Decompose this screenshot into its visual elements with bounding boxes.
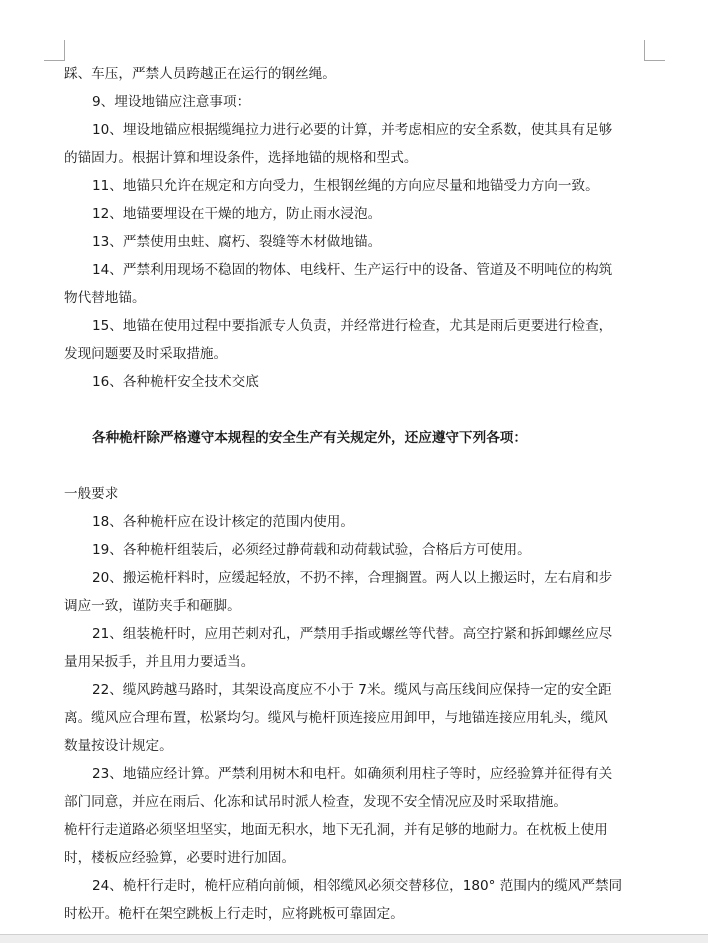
paragraph-line: 12、地锚要埋设在干燥的地方，防止雨水浸泡。	[92, 206, 382, 222]
paragraph-line: 18、各种桅杆应在设计核定的范围内使用。	[92, 514, 354, 530]
paragraph-line: 调应一致，谨防夹手和砸脚。	[64, 598, 241, 614]
paragraph-line: 时松开。桅杆在架空跳板上行走时，应将跳板可靠固定。	[64, 906, 404, 922]
paragraph-line: 桅杆行走道路必须坚坦坚实，地面无积水，地下无孔洞，并有足够的地耐力。在枕板上使用	[64, 822, 608, 838]
paragraph-line: 14、严禁利用现场不稳固的物体、电线杆、生产运行中的设备、管道及不明吨位的构筑	[92, 262, 613, 278]
paragraph-line: 22、缆风跨越马路时，其架设高度应不小于 7米。缆风与高压线间应保持一定的安全距	[92, 682, 612, 698]
paragraph-line: 离。缆风应合理布置，松紧均匀。缆风与桅杆顶连接应用卸甲，与地锚连接应用轧头，缆风	[64, 710, 608, 726]
paragraph-line: 19、各种桅杆组装后，必须经过静荷载和动荷载试验，合格后方可使用。	[92, 542, 531, 558]
paragraph-line: 13、严禁使用虫蛀、腐朽、裂缝等木材做地锚。	[92, 234, 382, 250]
paragraph-line: 时，楼板应经验算，必要时进行加固。	[64, 850, 296, 866]
paragraph-line: 21、组装桅杆时，应用芒刺对孔，严禁用手指或螺丝等代替。高空拧紧和拆卸螺丝应尽	[92, 626, 613, 642]
document-body	[64, 60, 644, 928]
subsection-heading: 一般要求	[64, 486, 119, 502]
paragraph-line: 20、搬运桅杆料时，应缓起轻放，不扔不摔，合理搁置。两人以上搬运时，左右肩和步	[92, 570, 613, 586]
paragraph-line: 24、桅杆行走时，桅杆应稍向前倾，相邻缆风必须交替移位，180° 范围内的缆风严禁同	[92, 878, 623, 894]
paragraph-line: 9、埋设地锚应注意事项：	[92, 94, 251, 110]
paragraph-line: 11、地锚只允许在规定和方向受力，生根钢丝绳的方向应尽量和地锚受力方向一致。	[92, 178, 599, 194]
paragraph-line: 量用呆扳手，并且用力要适当。	[64, 654, 255, 670]
section-heading: 各种桅杆除严格遵守本规程的安全生产有关规定外，还应遵守下列各项：	[92, 430, 527, 446]
paragraph-line: 踩、车压，严禁人员跨越正在运行的钢丝绳。	[64, 66, 336, 82]
paragraph-line: 的锚固力。根据计算和埋设条件，选择地锚的规格和型式。	[64, 150, 418, 166]
paragraph-line: 数量按设计规定。	[64, 738, 173, 754]
paragraph-line: 16、各种桅杆安全技术交底	[92, 374, 259, 390]
paragraph-line: 10、埋设地锚应根据缆绳拉力进行必要的计算，并考虑相应的安全系数，使其具有足够	[92, 122, 613, 138]
paragraph-line: 15、地锚在使用过程中要指派专人负责，并经常进行检查，尤其是雨后更要进行检查，	[92, 318, 613, 334]
paragraph-line: 23、地锚应经计算。严禁利用树木和电杆。如确须利用柱子等时，应经验算并征得有关	[92, 766, 613, 782]
paragraph-line: 物代替地锚。	[64, 290, 146, 306]
margin-corner-top-left	[44, 40, 65, 61]
paragraph-line: 发现问题要及时采取措施。	[64, 346, 228, 362]
margin-corner-top-right	[644, 40, 665, 61]
paragraph-line: 部门同意，并应在雨后、化冻和试吊时派人检查，发现不安全情况应及时采取措施。	[64, 794, 567, 810]
